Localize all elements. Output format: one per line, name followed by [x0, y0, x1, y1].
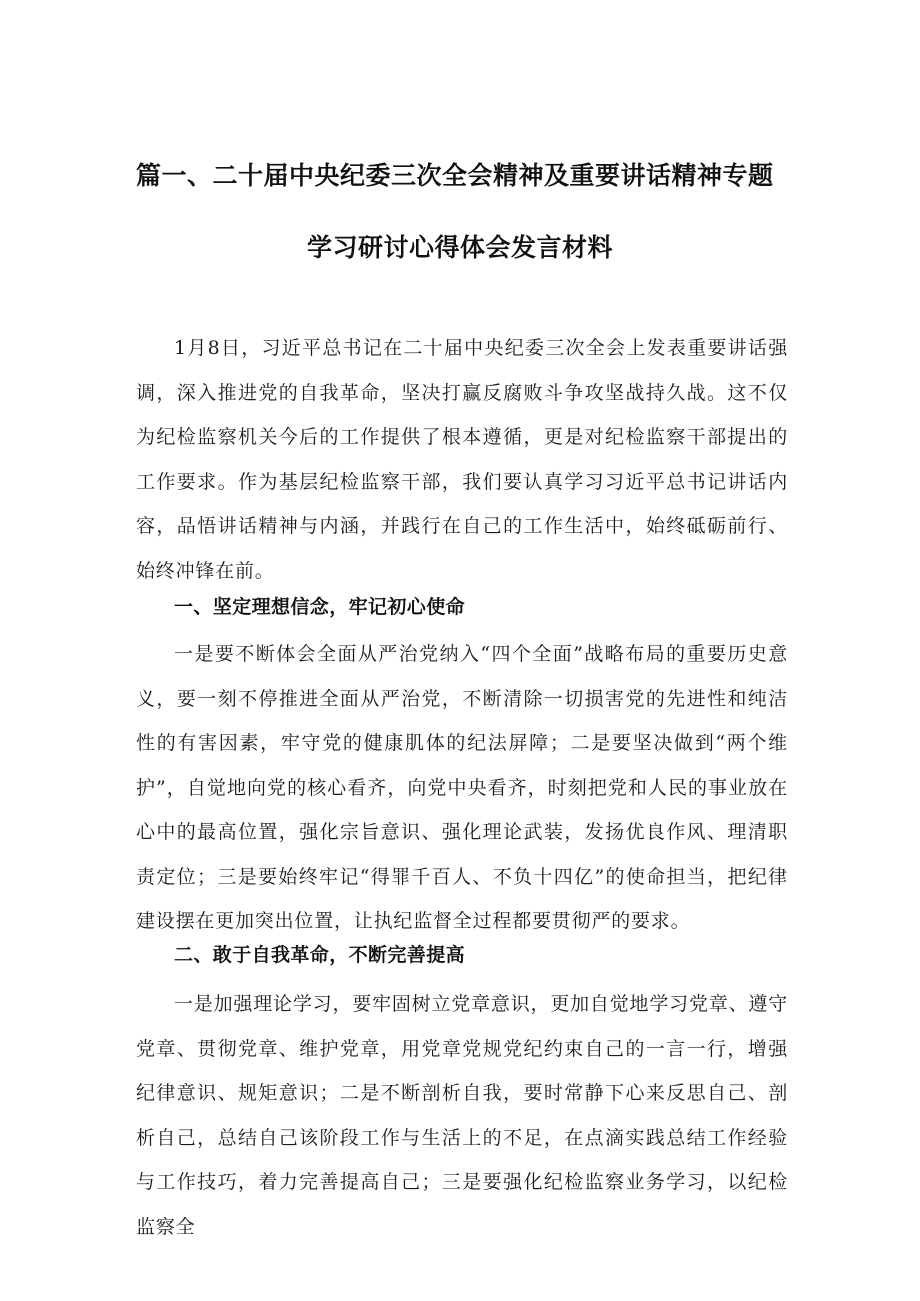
section-2-paragraph: 一是加强理论学习，要牢固树立党章意识，更加自觉地学习党章、遵守党章、贯彻党章、维护党章，用党章党规党纪约束自己的一言一行，增强纪律意识、规矩意识；二是不断剖析自我，要时常静下心来反思自己、剖析自己，总结自己该阶段工作与生活上的不足，在点滴实践总结工作经验与工作技巧，着力完善提高自己；三是要强化纪检监察业务学习，以纪检监察全	[136, 993, 788, 1238]
section-1-heading: 一、坚定理想信念，牢记初心使命	[174, 596, 466, 618]
intro-paragraph: 1月8日，习近平总书记在二十届中央纪委三次全会上发表重要讲话强调，深入推进党的自我革命，坚决打赢反腐败斗争攻坚战持久战。这不仅为纪检监察机关今后的工作提供了根本遵循，更是对纪检监察干部提出的工作要求。作为基层纪检监察干部，我们要认真学习习近平总书记讲话内容，品悟讲话精神与内涵，并践行在自己的工作生活中，始终砥砺前行、始终冲锋在前。	[136, 337, 788, 582]
section-1-paragraph: 一是要不断体会全面从严治党纳入“四个全面”战略布局的重要历史意义，要一刻不停推进全面从严治党，不断清除一切损害党的先进性和纯洁性的有害因素，牢守党的健康肌体的纪法屏障；二是要坚决做到“两个维护”，自觉地向党的核心看齐，向党中央看齐，时刻把党和人民的事业放在心中的最高位置，强化宗旨意识、强化理论武装，发扬优良作风、理清职责定位；三是要始终牢记“得罪千百人、不负十四亿”的使命担当，把纪律建设摆在更加突出位置，让执纪监督全过程都要贯彻严的要求。	[136, 643, 788, 932]
document-title-line-1: 篇一、二十届中央纪委三次全会精神及重要讲话精神专题	[136, 161, 774, 190]
document-title-line-2: 学习研讨心得体会发言材料	[306, 233, 613, 262]
section-2-heading: 二、敢于自我革命，不断完善提高	[174, 944, 466, 966]
